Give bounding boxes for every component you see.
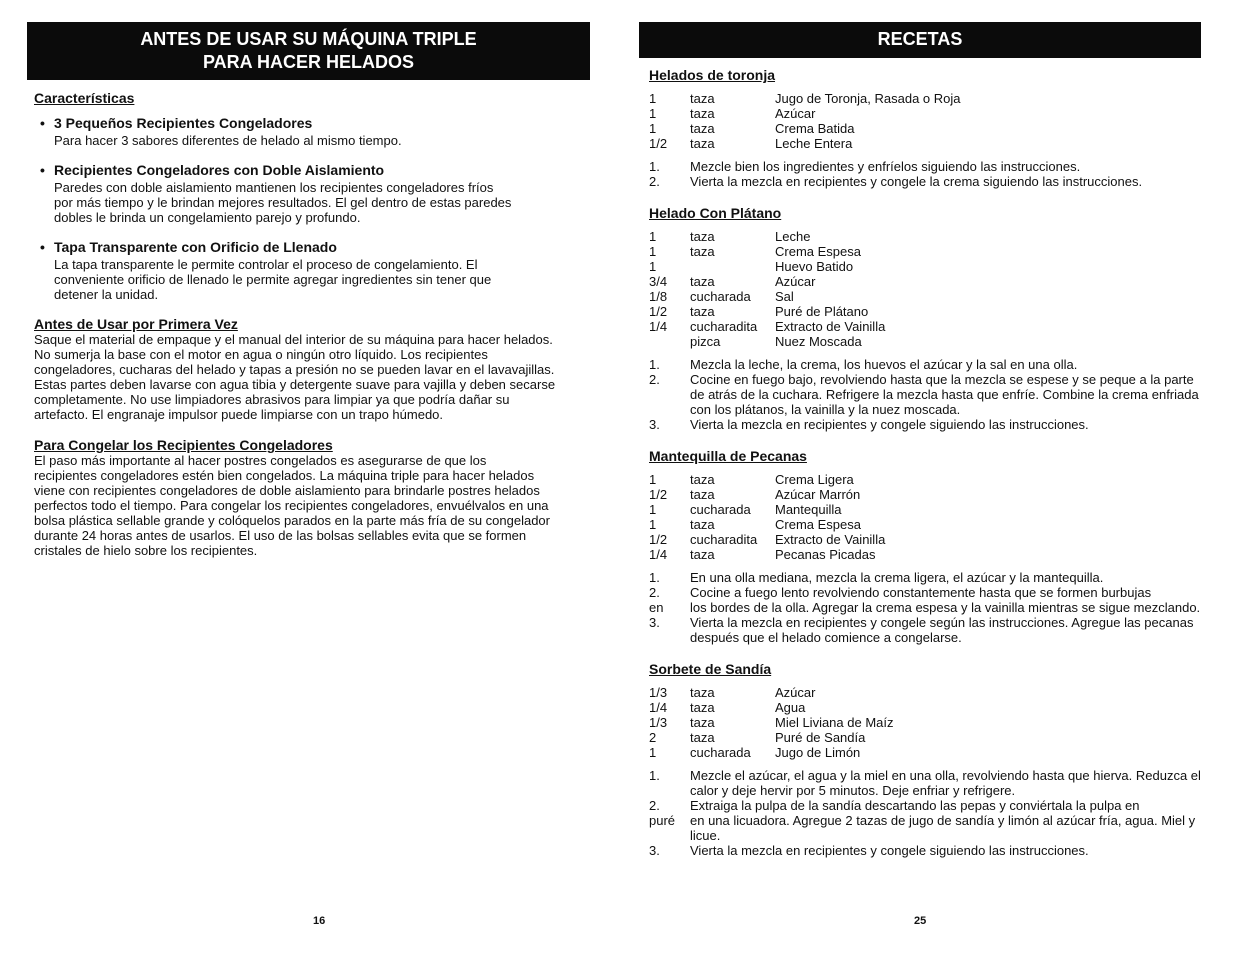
step-text: Vierta la mezcla en recipientes y congele según las instrucciones. Agregue las pecanas después que el helado comience a congelarse. [690, 615, 1194, 645]
step-list [649, 570, 1201, 645]
step-number: 1. [649, 768, 660, 783]
recipe-title: Helado Con Plátano [649, 205, 782, 221]
ingredient-unit: taza [690, 472, 715, 487]
recipe-list [639, 67, 1201, 858]
ingredient-row [649, 91, 1201, 106]
step-number: 2. [649, 585, 660, 600]
ingredient-name: Puré de Sandía [775, 730, 866, 745]
ingredient-unit: taza [690, 685, 715, 700]
step-list [649, 768, 1201, 858]
left-page [27, 0, 590, 558]
ingredient-quantity: 1 [649, 745, 657, 760]
step-text: Mezcle bien los ingredientes y enfríelos siguiendo las instrucciones. [690, 159, 1081, 174]
ingredient-unit: cucharada [690, 289, 751, 304]
ingredient-unit: taza [690, 121, 715, 136]
ingredient-unit: cucharadita [690, 319, 758, 334]
ingredient-row [649, 547, 1201, 562]
ingredient-name: Huevo Batido [775, 259, 854, 274]
ingredient-row [649, 274, 1201, 289]
ingredient-quantity: 2 [649, 730, 657, 745]
ingredient-unit: taza [690, 547, 715, 562]
bullet-text: Paredes con doble aislamiento mantienen los recipientes congeladores fríos por más tiempo y le brindan mejores resultados. El gel dentro de estas paredes dobles le brinda un congelamiento parejo y profundo. [54, 180, 512, 225]
ingredient-row [649, 730, 1201, 745]
step-row [649, 372, 1201, 417]
primera-vez-text: Saque el material de empaque y el manual del interior de su máquina para hacer helados. No sumerja la base con el motor en agua o ningún otro líquido. Los recipientes congeladores, cucharas del helado y tapas a presión no se pueden lavar en el lavavajillas. Estas partes deben lavarse con agua tibia y detergente suave para vajilla y deben secarse completamente. No use limpiadores abrasivos para limpiar ya que podría dañar su artefacto. El engranaje impulsor puede limpiarse con un trapo húmedo. [34, 332, 556, 422]
ingredient-quantity [649, 334, 690, 349]
recipe-title: Helados de toronja [649, 67, 776, 83]
ingredient-name: Extracto de Vainilla [775, 532, 886, 547]
ingredient-list [649, 685, 1201, 760]
ingredient-row [649, 745, 1201, 760]
bullet-item [34, 115, 590, 148]
ingredient-quantity: 1 [649, 121, 657, 136]
ingredient-row [649, 259, 1201, 274]
ingredient-quantity: 1 [649, 106, 657, 121]
ingredient-name: Mantequilla [775, 502, 842, 517]
ingredient-unit: taza [690, 304, 715, 319]
ingredient-quantity: 1 [649, 502, 657, 517]
step-text: Mezcle el azúcar, el agua y la miel en una olla, revolviendo hasta que hierva. Reduzca el calor y deje hervir por 5 minutos. Deje enfriar y refrigere. [690, 768, 1201, 798]
congelar-text: El paso más importante al hacer postres congelados es asegurarse de que los recipientes congeladores estén bien congelados. La máquina triple para hacer helados viene con recipientes congeladores de doble aislamiento para brindarle postres helados perfectos todo el tiempo. Para congelar los recipientes congeladores, envuélvalos en una bolsa plástica sellable grande y colóquelos parados en la parte más fría de su congelador durante 24 horas antes de usarlos. El uso de las bolsas sellables evita que se formen cristales de hielo sobre los recipientes. [34, 453, 550, 558]
ingredient-quantity: 1/3 [649, 715, 668, 730]
ingredient-row [649, 472, 1201, 487]
ingredient-name: Nuez Moscada [775, 334, 862, 349]
step-number: 1. [649, 357, 660, 372]
ingredient-name: Azúcar [775, 106, 816, 121]
step-row [649, 174, 1201, 189]
ingredient-unit: taza [690, 715, 715, 730]
congelar-title: Para Congelar los Recipientes Congeladores [34, 437, 333, 453]
ingredient-row [649, 289, 1201, 304]
step-text: los bordes de la olla. Agregar la crema espesa y la vainilla mientras se sigue mezclando. [690, 600, 1201, 615]
ingredient-name: Agua [775, 700, 806, 715]
recipe [649, 448, 1201, 645]
ingredient-quantity: 1/2 [649, 136, 668, 151]
step-text: Mezcla la leche, la crema, los huevos el azúcar y la sal en una olla. [690, 357, 1078, 372]
bullet-item [34, 162, 590, 225]
ingredient-name: Miel Liviana de Maíz [775, 715, 894, 730]
right-page [639, 0, 1201, 858]
recipe-title: Mantequilla de Pecanas [649, 448, 807, 464]
ingredient-quantity: 1/8 [649, 289, 668, 304]
step-text: Vierta la mezcla en recipientes y congele siguiendo las instrucciones. [690, 417, 1089, 432]
step-row [649, 585, 1201, 600]
ingredient-unit: taza [690, 106, 715, 121]
ingredient-unit: taza [690, 136, 715, 151]
ingredient-unit: taza [690, 517, 715, 532]
ingredient-row [649, 685, 1201, 700]
ingredient-quantity: 1 [649, 244, 657, 259]
ingredient-quantity: 1 [649, 259, 657, 274]
ingredient-unit: pizca [690, 334, 721, 349]
ingredient-unit: taza [690, 487, 715, 502]
primera-vez-title: Antes de Usar por Primera Vez [34, 316, 238, 332]
step-row [649, 843, 1201, 858]
step-number: 2. [649, 372, 660, 387]
ingredient-unit: taza [690, 229, 715, 244]
bullet-title: Recipientes Congeladores con Doble Aislamiento [54, 162, 385, 178]
ingredient-row [649, 715, 1201, 730]
recipe [649, 205, 1201, 432]
ingredient-name: Pecanas Picadas [775, 547, 876, 562]
step-row [649, 768, 1201, 798]
ingredient-unit: cucharada [690, 502, 751, 517]
left-banner [27, 22, 590, 80]
ingredient-row [649, 334, 1201, 349]
bullet-title: 3 Pequeños Recipientes Congeladores [54, 115, 313, 131]
recipe-title: Sorbete de Sandía [649, 661, 772, 677]
ingredient-row [649, 229, 1201, 244]
step-text: Cocine a fuego lento revolviendo constantemente hasta que se formen burbujas [690, 585, 1152, 600]
ingredient-quantity: 1/3 [649, 685, 668, 700]
ingredient-row [649, 517, 1201, 532]
ingredient-list [649, 229, 1201, 349]
ingredient-quantity: 1/4 [649, 700, 668, 715]
page-number-right: 25 [914, 915, 927, 927]
step-number: 2. [649, 174, 660, 189]
ingredient-row [649, 304, 1201, 319]
ingredient-row [649, 136, 1201, 151]
ingredient-unit: taza [690, 700, 715, 715]
ingredient-quantity: 1 [649, 91, 657, 106]
step-text: Extraiga la pulpa de la sandía descartando las pepas y conviértala la pulpa en [690, 798, 1140, 813]
step-number: 1. [649, 159, 660, 174]
step-row [649, 570, 1201, 585]
ingredient-row [649, 502, 1201, 517]
ingredient-name: Extracto de Vainilla [775, 319, 886, 334]
ingredient-name: Azúcar [775, 274, 816, 289]
step-row [649, 813, 1201, 843]
ingredient-quantity: 1/2 [649, 487, 668, 502]
step-row [649, 798, 1201, 813]
ingredient-row [649, 244, 1201, 259]
ingredient-name: Azúcar Marrón [775, 487, 861, 502]
step-number: 3. [649, 843, 660, 858]
ingredient-quantity: 1/4 [649, 319, 668, 334]
step-list [649, 357, 1201, 432]
ingredient-unit: taza [690, 91, 715, 106]
ingredient-quantity: 1 [649, 229, 657, 244]
ingredient-name: Leche Entera [775, 136, 853, 151]
ingredient-unit: taza [690, 244, 715, 259]
right-banner [639, 22, 1201, 58]
bullet-title: Tapa Transparente con Orificio de Llenado [54, 239, 337, 255]
ingredient-row [649, 121, 1201, 136]
ingredient-name: Azúcar [775, 685, 816, 700]
ingredient-unit: cucharadita [690, 532, 758, 547]
banner-line-2: PARA HACER HELADOS [202, 52, 414, 72]
bullet-dot: • [40, 239, 45, 255]
ingredient-quantity: 3/4 [649, 274, 668, 289]
caracteristicas-title: Características [34, 90, 135, 106]
recetas-title: RECETAS [877, 29, 963, 49]
recipe [649, 661, 1201, 858]
recipe [649, 67, 1201, 189]
step-text: En una olla mediana, mezcla la crema ligera, el azúcar y la mantequilla. [690, 570, 1104, 585]
step-row [649, 357, 1201, 372]
bullet-dot: • [40, 115, 45, 131]
ingredient-name: Crema Batida [775, 121, 855, 136]
step-number: 1. [649, 570, 660, 585]
step-row [649, 417, 1201, 432]
ingredient-row [649, 532, 1201, 547]
step-number: 3. [649, 615, 660, 630]
ingredient-name: Jugo de Toronja, Rasada o Roja [775, 91, 961, 106]
step-text: Cocine en fuego bajo, revolviendo hasta que la mezcla se espese y se peque a la parte de atrás de la cuchara. Refrigere la mezcla hasta que enfríe. Combine la crema enfriada con los plátanos, la vainilla y la nuez moscada. [690, 372, 1199, 417]
bullet-dot: • [40, 162, 45, 178]
ingredient-name: Leche [775, 229, 811, 244]
ingredient-name: Crema Ligera [775, 472, 854, 487]
ingredient-name: Crema Espesa [775, 244, 861, 259]
ingredient-row [649, 106, 1201, 121]
step-text: Vierta la mezcla en recipientes y congele siguiendo las instrucciones. [690, 843, 1089, 858]
bullet-text: La tapa transparente le permite controlar el proceso de congelamiento. El conveniente orificio de llenado le permite agregar ingredientes sin tener que detener la unidad. [54, 257, 492, 302]
ingredient-quantity: 1/2 [649, 304, 668, 319]
ingredient-unit: taza [690, 274, 715, 289]
step-row [649, 159, 1201, 174]
ingredient-list [649, 472, 1201, 562]
ingredient-quantity: 1 [649, 472, 657, 487]
ingredient-quantity: 1/2 [649, 532, 668, 547]
step-text: Vierta la mezcla en recipientes y congele la crema siguiendo las instrucciones. [690, 174, 1143, 189]
page-number-left: 16 [313, 915, 326, 927]
step-number: 3. [649, 417, 660, 432]
ingredient-row [649, 319, 1201, 334]
ingredient-unit: taza [690, 730, 715, 745]
ingredient-unit: cucharada [690, 745, 751, 760]
ingredient-name: Crema Espesa [775, 517, 861, 532]
step-text: en una licuadora. Agregue 2 tazas de jugo de sandía y limón al azúcar fría, agua. Miel y licue. [690, 813, 1196, 843]
ingredient-name: Puré de Plátano [775, 304, 869, 319]
ingredient-quantity: 1 [649, 517, 657, 532]
ingredient-unit [690, 259, 775, 274]
step-number: 2. [649, 798, 660, 813]
ingredient-row [649, 487, 1201, 502]
ingredient-name: Jugo de Limón [775, 745, 861, 760]
step-number: puré [649, 813, 676, 828]
ingredient-row [649, 700, 1201, 715]
ingredient-list [649, 91, 1201, 151]
ingredient-name: Sal [775, 289, 794, 304]
step-list [649, 159, 1201, 189]
step-row [649, 600, 1201, 615]
step-row [649, 615, 1201, 645]
bullet-item [34, 239, 590, 302]
step-number: en [649, 600, 664, 615]
banner-line-1: ANTES DE USAR SU MÁQUINA TRIPLE [140, 29, 477, 49]
ingredient-quantity: 1/4 [649, 547, 668, 562]
caracteristicas-section [34, 90, 590, 558]
bullet-text: Para hacer 3 sabores diferentes de helado al mismo tiempo. [54, 133, 402, 148]
